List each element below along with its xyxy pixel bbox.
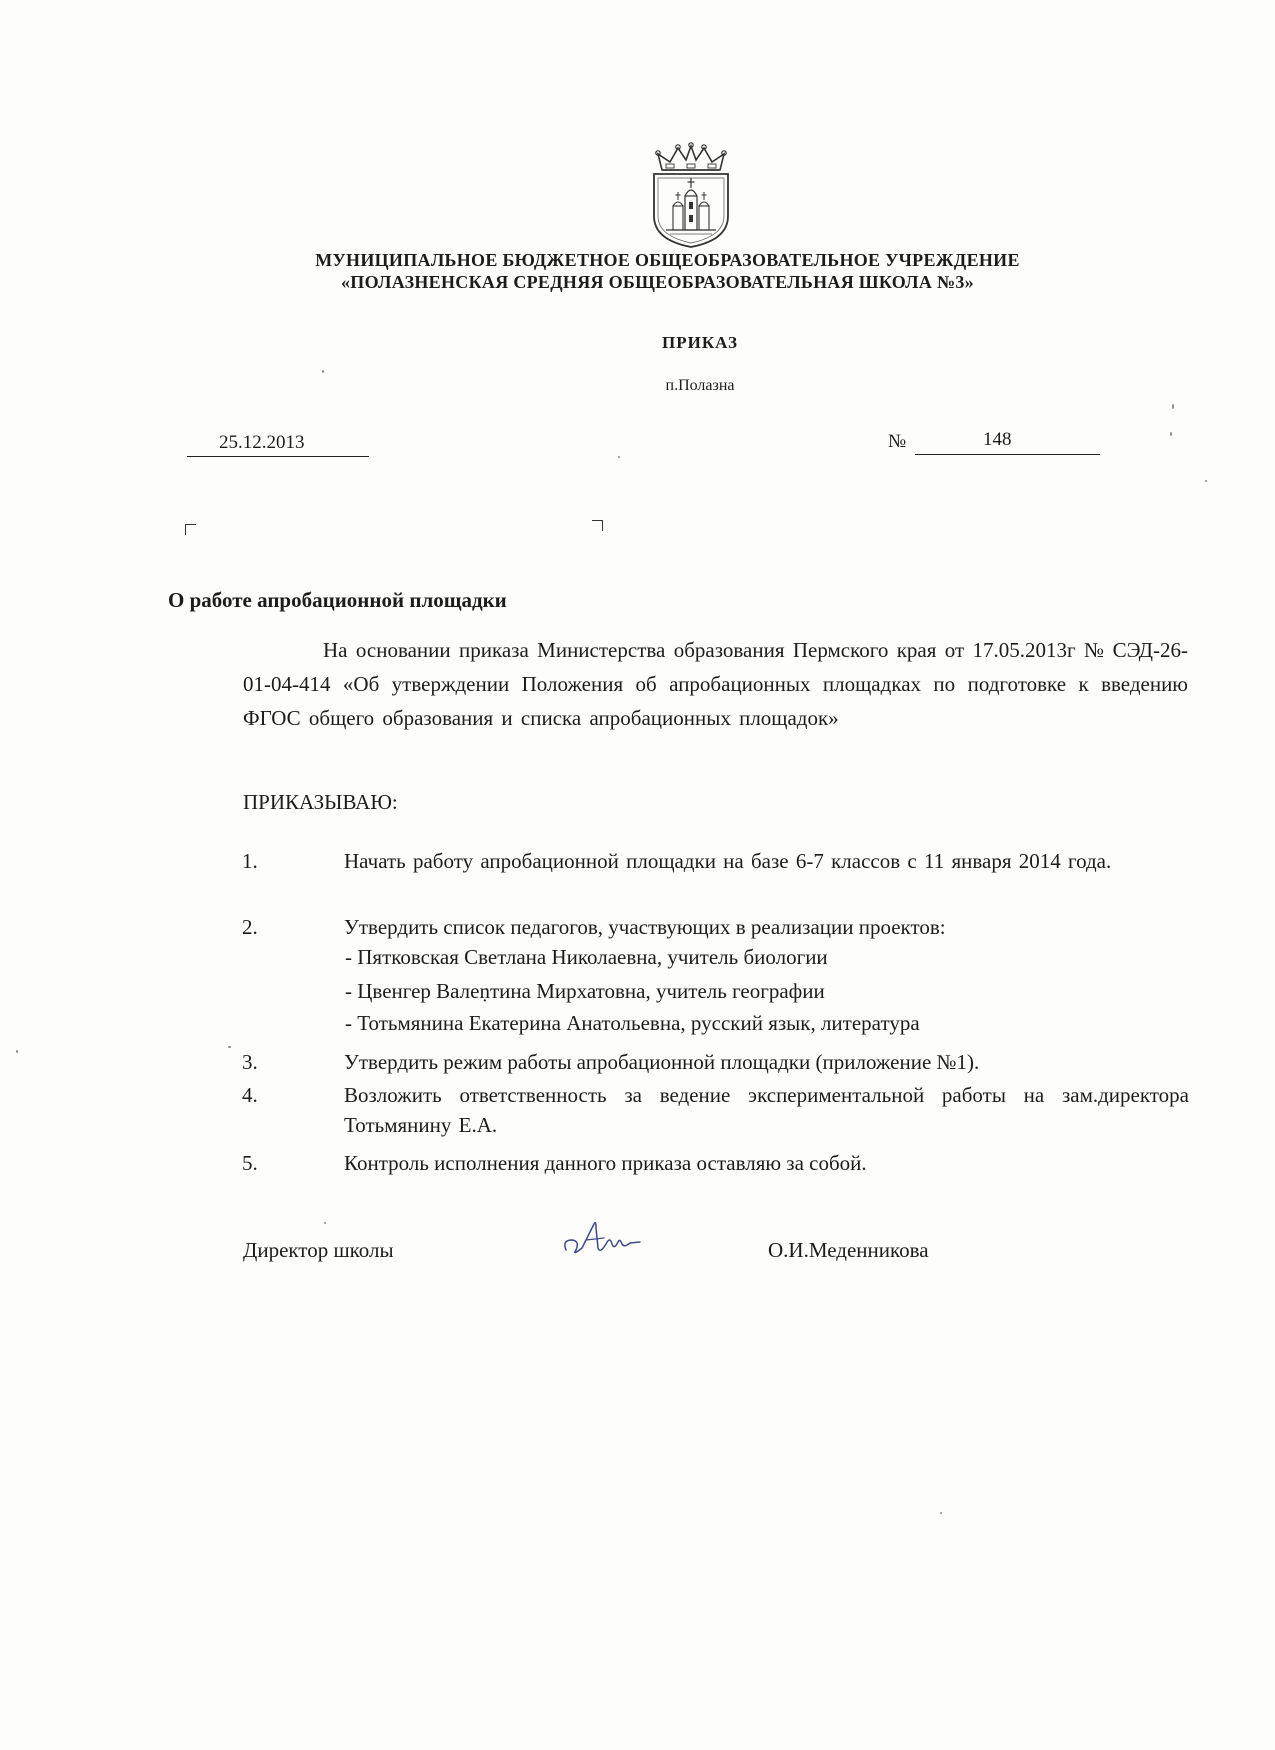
scan-speck: [228, 1046, 231, 1048]
list-item-number: 4.: [242, 1083, 258, 1107]
signatory-role: Директор школы: [243, 1238, 394, 1262]
teacher-list-item: - Пятковская Светлана Николаевна, учитель биологии: [345, 945, 828, 969]
scan-speck: [618, 456, 620, 458]
order-word: ПРИКАЗЫВАЮ:: [243, 790, 398, 814]
document-date: 25.12.2013: [219, 432, 305, 453]
document-number: 148: [983, 429, 1012, 450]
document-subject: О работе апробационной площадки: [168, 588, 507, 612]
list-item-text: Возложить ответственность за ведение экспериментальной работы на зам.директора Тотьмянину Е.А.: [344, 1083, 1189, 1137]
list-item-number: 3.: [242, 1050, 258, 1074]
list-item-text: Утвердить режим работы апробационной площадки (приложение №1).: [344, 1050, 980, 1074]
list-item-text: Контроль исполнения данного приказа оставляю за собой.: [344, 1151, 867, 1175]
teacher-list-item: - Цвенгер Валеṇтина Мирхатовна, учитель географии: [345, 979, 825, 1003]
list-item-text: Утвердить список педагогов, участвующих в реализации проектов:: [344, 915, 946, 939]
list-item-number: 2.: [242, 915, 258, 939]
list-item-number: 1.: [242, 849, 258, 873]
list-item-number: 5.: [242, 1151, 258, 1175]
scan-speck: [940, 1512, 942, 1514]
document-date-field: [187, 431, 369, 457]
handwritten-signature-icon: [560, 1210, 660, 1262]
subject-corner-left: [185, 524, 196, 535]
coat-of-arms-icon: [648, 140, 734, 248]
scan-speck: [16, 1050, 18, 1053]
document-number-field: [915, 428, 1100, 455]
scan-speck: [1172, 404, 1174, 409]
preamble-paragraph: На основании приказа Министерства образования Пермского края от 17.05.2013г № СЭД-26-01-04-414 «Об утверждении Положения об апробационных площадках по подготовке к введению ФГОС общего образования и списка апробационных площадок»: [243, 638, 1188, 730]
subject-corner-right: [592, 520, 603, 531]
list-item-text: Начать работу апробационной площадки на базе 6-7 классов с 11 января 2014 года.: [344, 849, 1112, 873]
scan-speck: [324, 1222, 326, 1224]
signatory-name: О.И.Меденникова: [768, 1238, 929, 1262]
organization-name-line2: «ПОЛАЗНЕНСКАЯ СРЕДНЯЯ ОБЩЕОБРАЗОВАТЕЛЬНАЯ ШКОЛА №3»: [341, 272, 974, 292]
document-type: ПРИКАЗ: [662, 333, 738, 352]
document-place: п.Полазна: [665, 377, 735, 394]
scan-speck: [1170, 432, 1172, 436]
organization-name-line1: МУНИЦИПАЛЬНОЕ БЮДЖЕТНОЕ ОБЩЕОБРАЗОВАТЕЛЬНОЕ УЧРЕЖДЕНИЕ: [315, 250, 1020, 270]
scan-speck: [322, 370, 324, 373]
number-sign: №: [888, 431, 907, 452]
teacher-list-item: - Тотьмянина Екатерина Анатольевна, русский язык, литература: [345, 1011, 920, 1035]
scan-speck: [1205, 480, 1207, 482]
